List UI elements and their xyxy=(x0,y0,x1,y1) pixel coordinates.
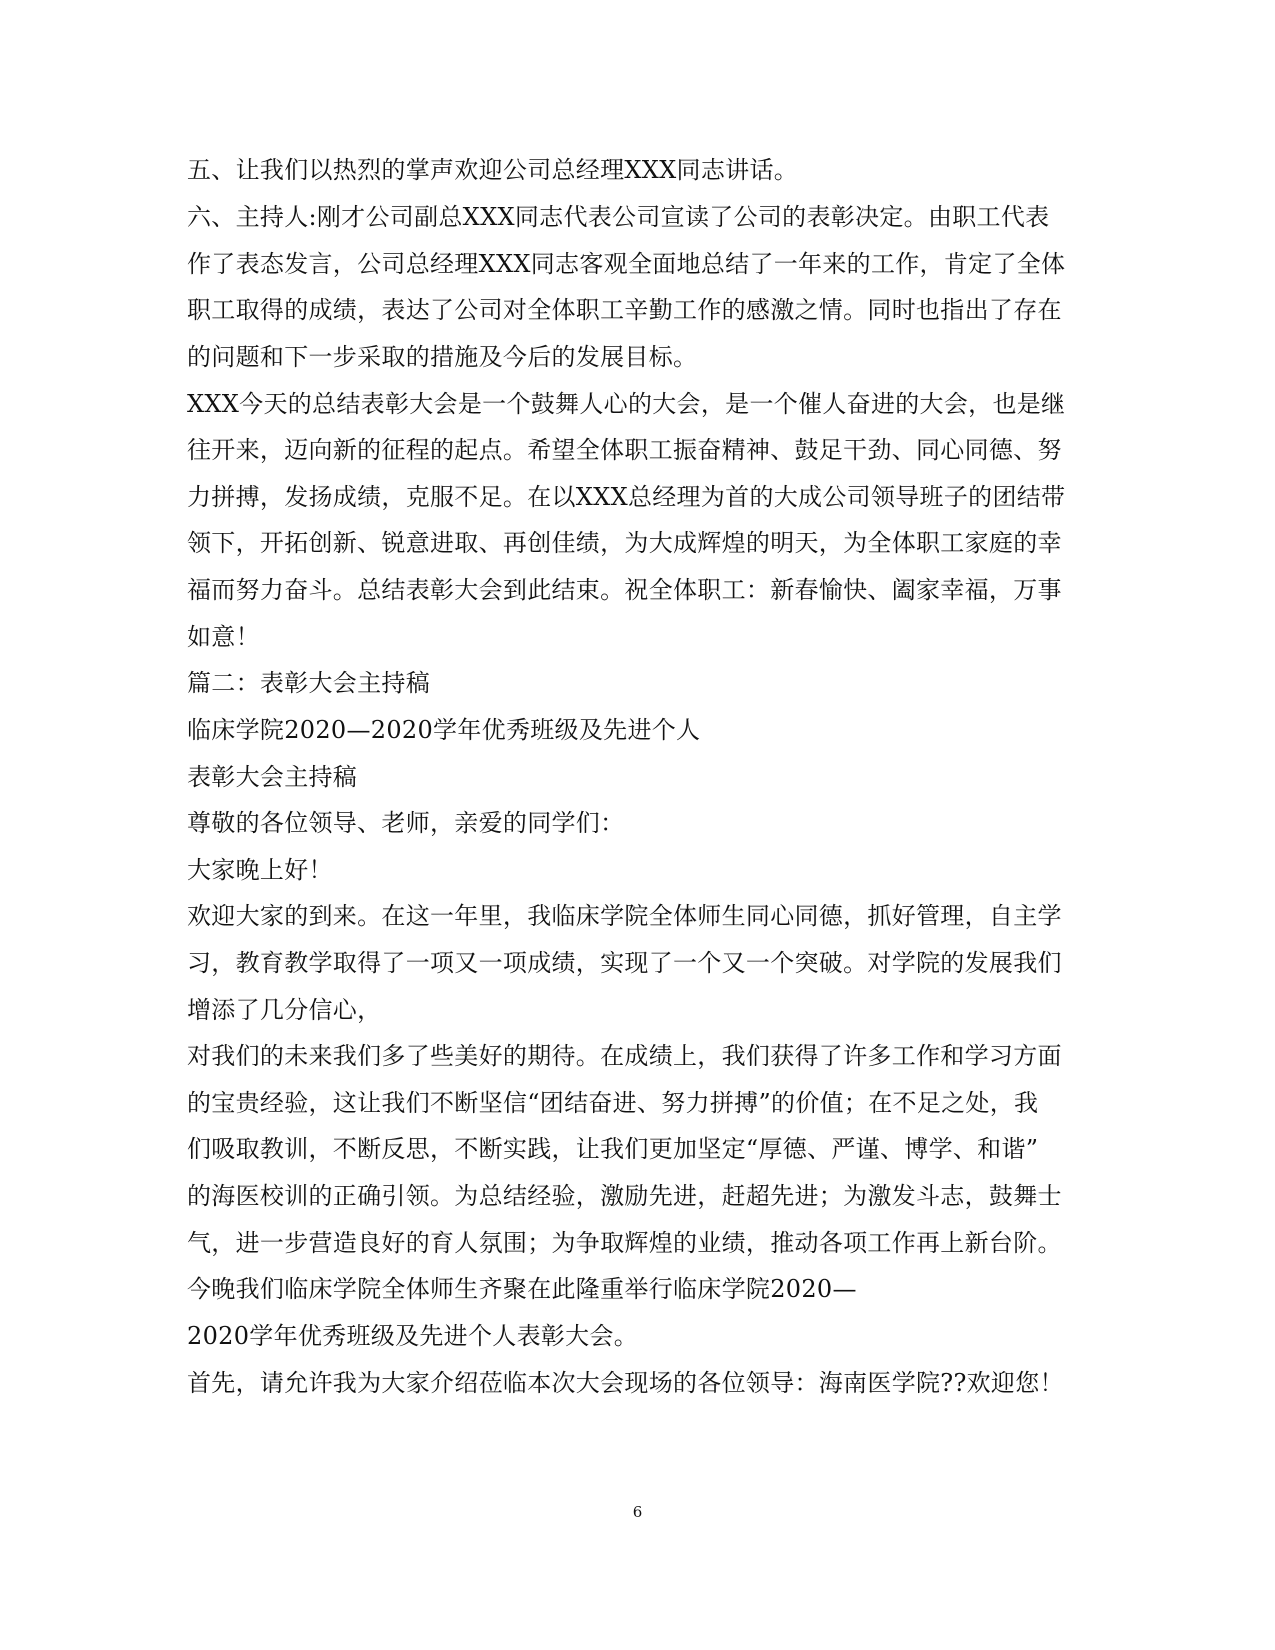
section-heading: 篇二：表彰大会主持稿 xyxy=(187,669,430,697)
text-line: 对我们的未来我们多了些美好的期待。在成绩上，我们获得了许多工作和学习方面 xyxy=(187,1042,1062,1070)
text-line: 们吸取教训，不断反思，不断实践，让我们更加坚定“厚德、严谨、博学、和谐” xyxy=(187,1135,1039,1163)
text-line: 六、主持人:刚才公司副总XXX同志代表公司宣读了公司的表彰决定。由职工代表 xyxy=(187,203,1050,231)
text-line: 增添了几分信心， xyxy=(187,996,382,1024)
text-line: 欢迎大家的到来。在这一年里，我临床学院全体师生同心同德，抓好管理，自主学 xyxy=(187,902,1062,930)
text-line: 五、让我们以热烈的掌声欢迎公司总经理XXX同志讲话。 xyxy=(187,156,799,184)
text-line: 气，进一步营造良好的育人氛围；为争取辉煌的业绩，推动各项工作再上新台阶。 xyxy=(187,1229,1062,1257)
text-line: 力拼搏，发扬成绩，克服不足。在以XXX总经理为首的大成公司领导班子的团结带 xyxy=(187,483,1066,511)
text-line: 作了表态发言，公司总经理XXX同志客观全面地总结了一年来的工作，肯定了全体 xyxy=(187,250,1066,278)
text-line: 表彰大会主持稿 xyxy=(187,763,358,791)
text-line: 的宝贵经验，这让我们不断坚信“团结奋进、努力拼搏”的价值；在不足之处，我 xyxy=(187,1089,1039,1117)
text-line: 今晚我们临床学院全体师生齐聚在此隆重举行临床学院2020— xyxy=(187,1275,857,1303)
text-line: 大家晚上好！ xyxy=(187,856,333,884)
text-line: 如意！ xyxy=(187,623,260,651)
text-line: 2020学年优秀班级及先进个人表彰大会。 xyxy=(187,1322,639,1350)
text-line: XXX今天的总结表彰大会是一个鼓舞人心的大会，是一个催人奋进的大会，也是继 xyxy=(187,390,1066,418)
text-line: 领下，开拓创新、锐意进取、再创佳绩，为大成辉煌的明天，为全体职工家庭的幸 xyxy=(187,529,1062,557)
text-line: 的问题和下一步采取的措施及今后的发展目标。 xyxy=(187,343,698,371)
text-line: 尊敬的各位领导、老师，亲爱的同学们： xyxy=(187,809,625,837)
text-line: 往开来，迈向新的征程的起点。希望全体职工振奋精神、鼓足干劲、同心同德、努 xyxy=(187,436,1062,464)
text-line: 职工取得的成绩，表达了公司对全体职工辛勤工作的感激之情。同时也指出了存在 xyxy=(187,296,1062,324)
text-line: 习，教育教学取得了一项又一项成绩，实现了一个又一个突破。对学院的发展我们 xyxy=(187,949,1062,977)
text-line: 福而努力奋斗。总结表彰大会到此结束。祝全体职工：新春愉快、阖家幸福，万事 xyxy=(187,576,1062,604)
text-line: 首先，请允许我为大家介绍莅临本次大会现场的各位领导：海南医学院??欢迎您！ xyxy=(187,1369,1064,1397)
text-line: 的海医校训的正确引领。为总结经验，激励先进，赶超先进；为激发斗志，鼓舞士 xyxy=(187,1182,1062,1210)
text-line: 临床学院2020—2020学年优秀班级及先进个人 xyxy=(187,716,701,744)
page-number: 6 xyxy=(632,1503,643,1521)
